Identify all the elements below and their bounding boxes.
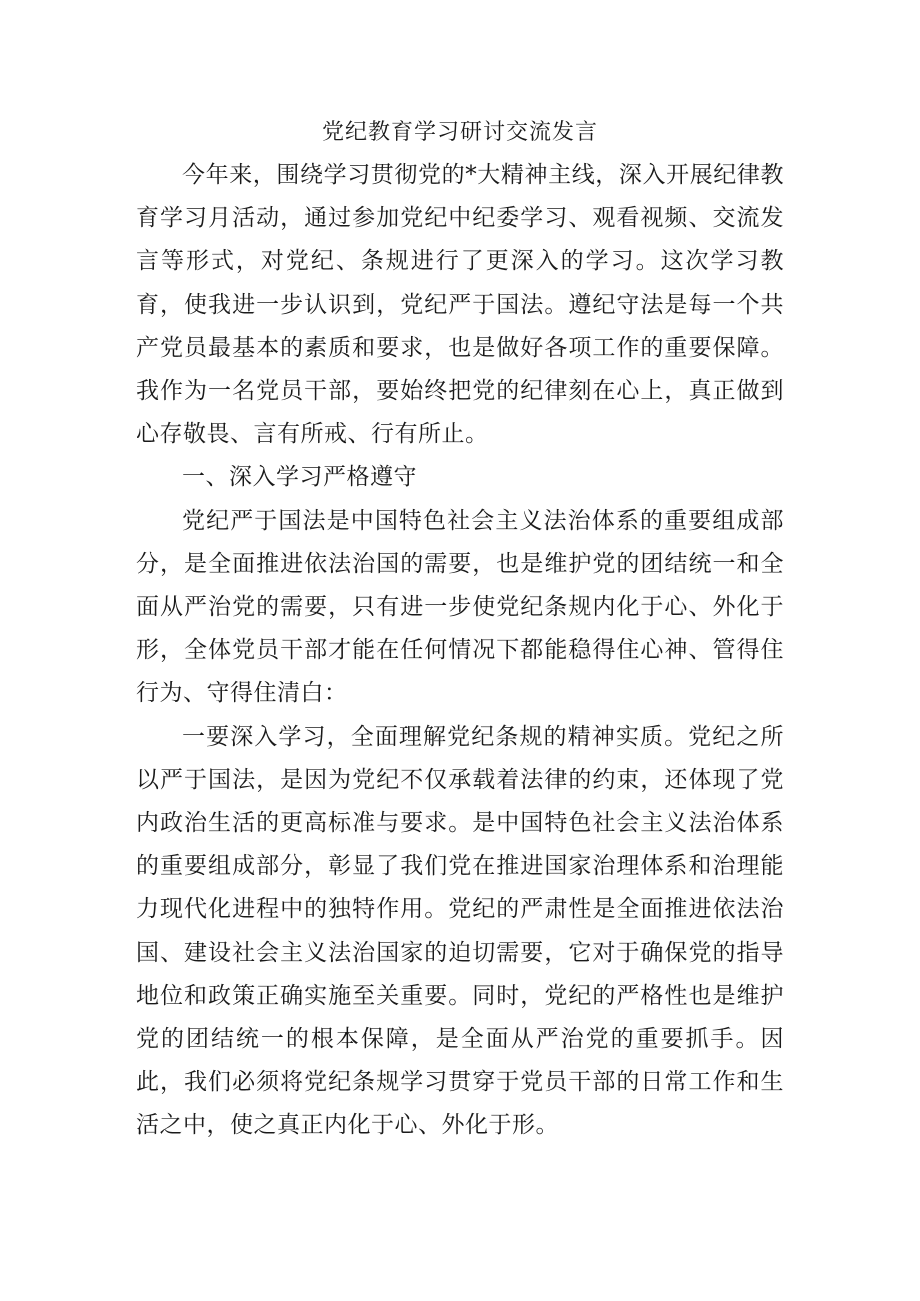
section-heading: 一、深入学习严格遵守: [182, 464, 417, 491]
section-paragraph: 党纪严于国法是中国特色社会主义法治体系的重要组成部分，是全面推进依法治国的需要，也是维护党的团结统一和全面从严治党的需要，只有进一步使党纪条规内化于心、外化于形，全体党员干部才能在任何情况下都能稳得住心神、管得住行为、守得住清白：: [136, 507, 784, 707]
point-paragraph: 一要深入学习，全面理解党纪条规的精神实质。党纪之所以严于国法，是因为党纪不仅承载着法律的约束，还体现了党内政治生活的更高标准与要求。是中国特色社会主义法治体系的重要组成部分，彰显了我们党在推进国家治理体系和治理能力现代化进程中的独特作用。党纪的严肃性是全面推进依法治国、建设社会主义法治国家的迫切需要，它对于确保党的指导地位和政策正确实施至关重要。同时，党纪的严格性也是维护党的团结统一的根本保障，是全面从严治党的重要抓手。因此，我们必须将党纪条规学习贯穿于党员干部的日常工作和生活之中，使之真正内化于心、外化于形。: [136, 723, 784, 1139]
document-title: 党纪教育学习研讨交流发言: [321, 120, 598, 145]
intro-paragraph: 今年来，围绕学习贯彻党的*大精神主线，深入开展纪律教育学习月活动，通过参加党纪中纪委学习、观看视频、交流发言等形式，对党纪、条规进行了更深入的学习。这次学习教育，使我进一步认识到，党纪严于国法。遵纪守法是每一个共产党员最基本的素质和要求，也是做好各项工作的重要保障。我作为一名党员干部，要始终把党的纪律刻在心上，真正做到心存敬畏、言有所戒、行有所止。: [136, 162, 784, 448]
document-body: [136, 112, 784, 1148]
